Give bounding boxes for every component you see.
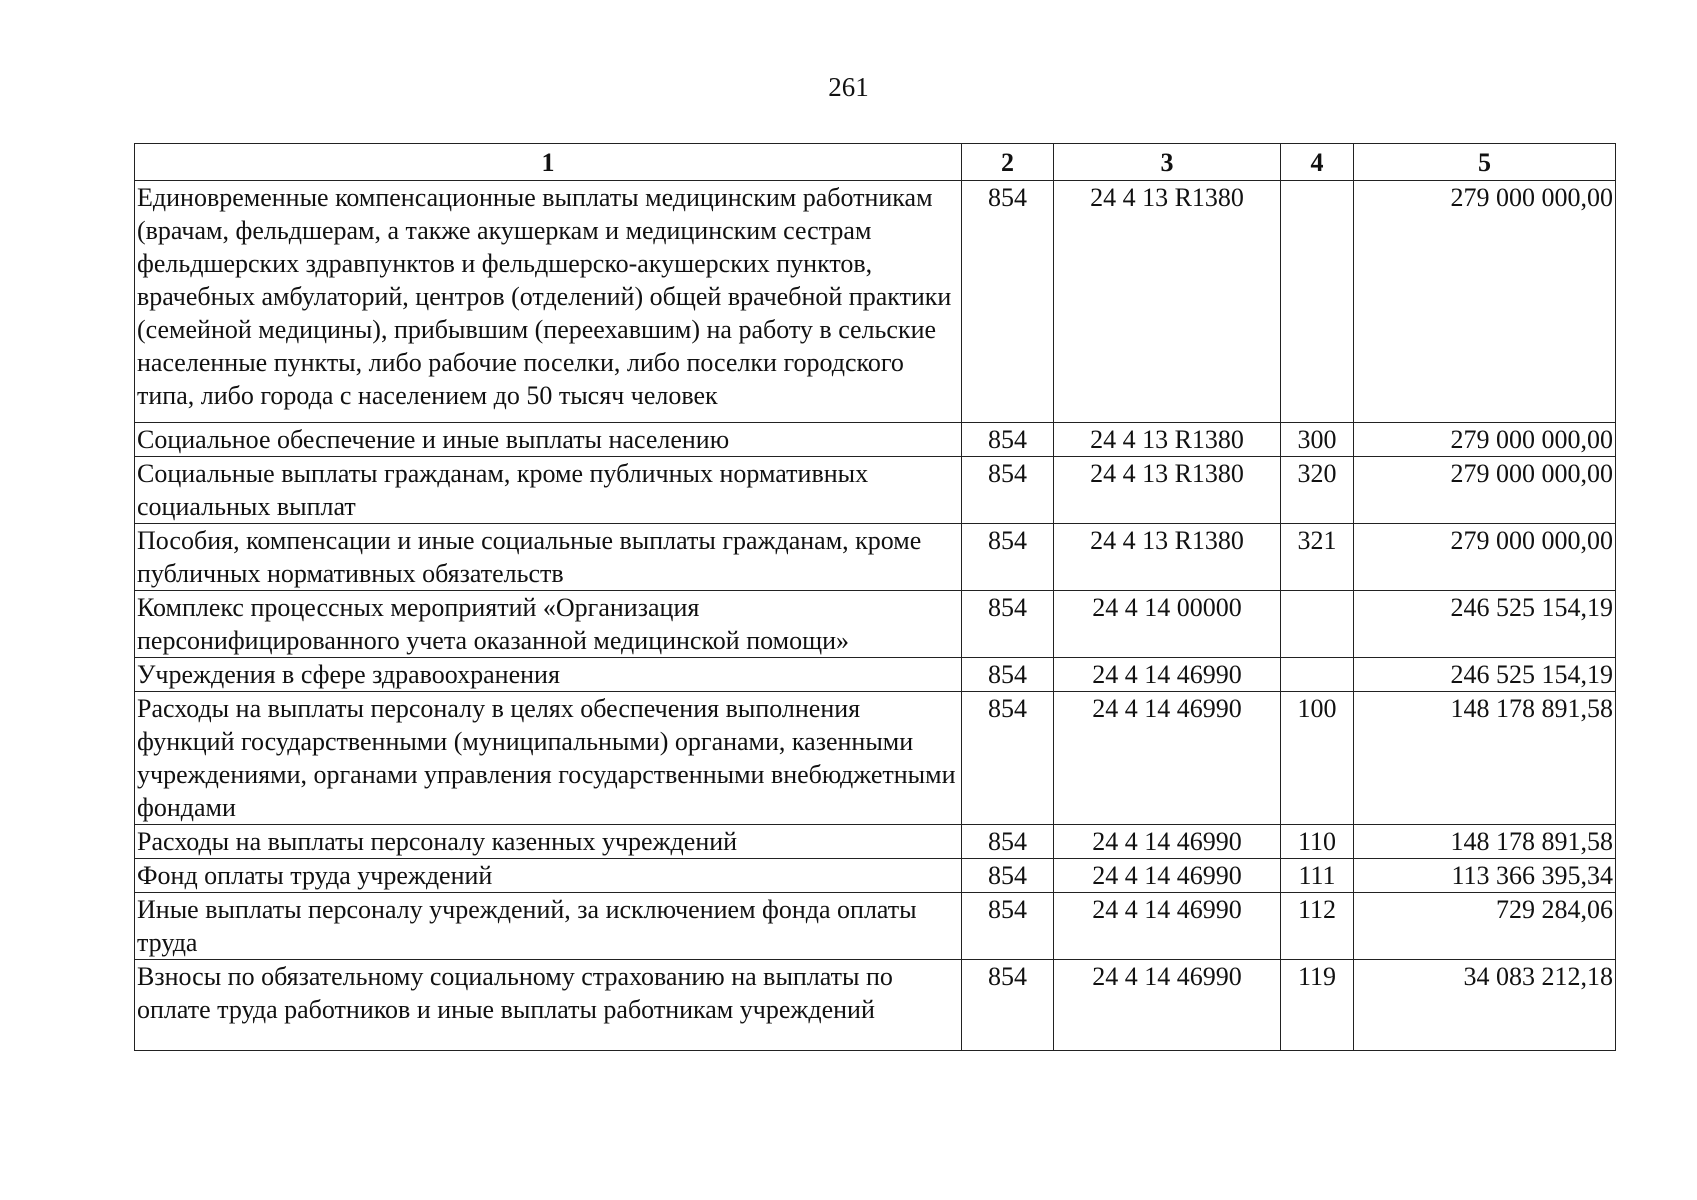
row-vr-cell: 300	[1281, 423, 1354, 457]
table-row	[135, 423, 1616, 457]
row-name-cell: Иные выплаты персоналу учреждений, за исключением фонда оплаты труда	[135, 893, 962, 960]
row-name-cell: Расходы на выплаты персоналу казенных учреждений	[135, 825, 962, 859]
header-col-2: 2	[962, 144, 1054, 181]
row-name-cell: Расходы на выплаты персоналу в целях обеспечения выполнения функций государственными (муниципальными) органами, казенными учреждениями, органами управления государственными внебюджетными фондами	[135, 692, 962, 825]
row-vr-cell	[1281, 591, 1354, 658]
row-csr-cell: 24 4 14 00000	[1054, 591, 1281, 658]
row-sum-cell: 148 178 891,58	[1354, 692, 1616, 825]
row-sum-cell: 246 525 154,19	[1354, 591, 1616, 658]
row-ved-cell: 854	[962, 524, 1054, 591]
row-sum-cell: 279 000 000,00	[1354, 524, 1616, 591]
row-name-cell: Комплекс процессных мероприятий «Организация персонифицированного учета оказанной медицинской помощи»	[135, 591, 962, 658]
row-name-cell: Социальные выплаты гражданам, кроме публичных нормативных социальных выплат	[135, 457, 962, 524]
row-vr-cell: 321	[1281, 524, 1354, 591]
row-sum-cell: 34 083 212,18	[1354, 960, 1616, 1051]
row-vr-cell: 100	[1281, 692, 1354, 825]
row-name-cell: Учреждения в сфере здравоохранения	[135, 658, 962, 692]
row-csr-cell: 24 4 13 R1380	[1054, 457, 1281, 524]
header-col-4: 4	[1281, 144, 1354, 181]
header-col-1: 1	[135, 144, 962, 181]
row-csr-cell: 24 4 13 R1380	[1054, 181, 1281, 423]
table-row	[135, 181, 1616, 423]
row-sum-cell: 113 366 395,34	[1354, 859, 1616, 893]
row-name-cell: Фонд оплаты труда учреждений	[135, 859, 962, 893]
row-ved-cell: 854	[962, 825, 1054, 859]
row-csr-cell: 24 4 13 R1380	[1054, 423, 1281, 457]
row-ved-cell: 854	[962, 859, 1054, 893]
row-csr-cell: 24 4 14 46990	[1054, 692, 1281, 825]
row-ved-cell: 854	[962, 457, 1054, 524]
row-ved-cell: 854	[962, 893, 1054, 960]
table-row	[135, 591, 1616, 658]
row-sum-cell: 729 284,06	[1354, 893, 1616, 960]
table-row	[135, 457, 1616, 524]
header-row	[135, 144, 1616, 181]
row-sum-cell: 279 000 000,00	[1354, 423, 1616, 457]
budget-table	[134, 143, 1616, 1051]
header-col-5: 5	[1354, 144, 1616, 181]
row-sum-cell: 246 525 154,19	[1354, 658, 1616, 692]
table-row	[135, 658, 1616, 692]
header-col-3: 3	[1054, 144, 1281, 181]
row-vr-cell: 320	[1281, 457, 1354, 524]
row-name-cell: Единовременные компенсационные выплаты медицинским работникам (врачам, фельдшерам, а также акушеркам и медицинским сестрам фельдшерских здравпунктов и фельдшерско-акушерских пунктов, врачебных амбулаторий, центров (отделений) общей врачебной практики (семейной медицины), прибывшим (переехавшим) на работу в сельские населенные пункты, либо рабочие поселки, либо поселки городского типа, либо города с населением до 50 тысяч человек	[135, 181, 962, 423]
row-sum-cell: 279 000 000,00	[1354, 181, 1616, 423]
row-vr-cell	[1281, 658, 1354, 692]
row-csr-cell: 24 4 13 R1380	[1054, 524, 1281, 591]
row-csr-cell: 24 4 14 46990	[1054, 825, 1281, 859]
table-row	[135, 692, 1616, 825]
row-ved-cell: 854	[962, 423, 1054, 457]
row-ved-cell: 854	[962, 591, 1054, 658]
row-name-cell: Пособия, компенсации и иные социальные выплаты гражданам, кроме публичных нормативных обязательств	[135, 524, 962, 591]
table-row	[135, 960, 1616, 1051]
page-number: 261	[828, 72, 869, 102]
table-row	[135, 825, 1616, 859]
row-vr-cell: 110	[1281, 825, 1354, 859]
row-sum-cell: 279 000 000,00	[1354, 457, 1616, 524]
table-row	[135, 859, 1616, 893]
row-csr-cell: 24 4 14 46990	[1054, 960, 1281, 1051]
row-ved-cell: 854	[962, 658, 1054, 692]
row-vr-cell: 119	[1281, 960, 1354, 1051]
row-ved-cell: 854	[962, 692, 1054, 825]
row-csr-cell: 24 4 14 46990	[1054, 658, 1281, 692]
table-row	[135, 524, 1616, 591]
row-csr-cell: 24 4 14 46990	[1054, 859, 1281, 893]
row-ved-cell: 854	[962, 181, 1054, 423]
row-name-cell: Взносы по обязательному социальному страхованию на выплаты по оплате труда работников и иные выплаты работникам учреждений	[135, 960, 962, 1051]
row-vr-cell	[1281, 181, 1354, 423]
row-name-cell: Социальное обеспечение и иные выплаты населению	[135, 423, 962, 457]
table-row	[135, 893, 1616, 960]
row-vr-cell: 112	[1281, 893, 1354, 960]
row-csr-cell: 24 4 14 46990	[1054, 893, 1281, 960]
row-sum-cell: 148 178 891,58	[1354, 825, 1616, 859]
row-vr-cell: 111	[1281, 859, 1354, 893]
row-ved-cell: 854	[962, 960, 1054, 1051]
